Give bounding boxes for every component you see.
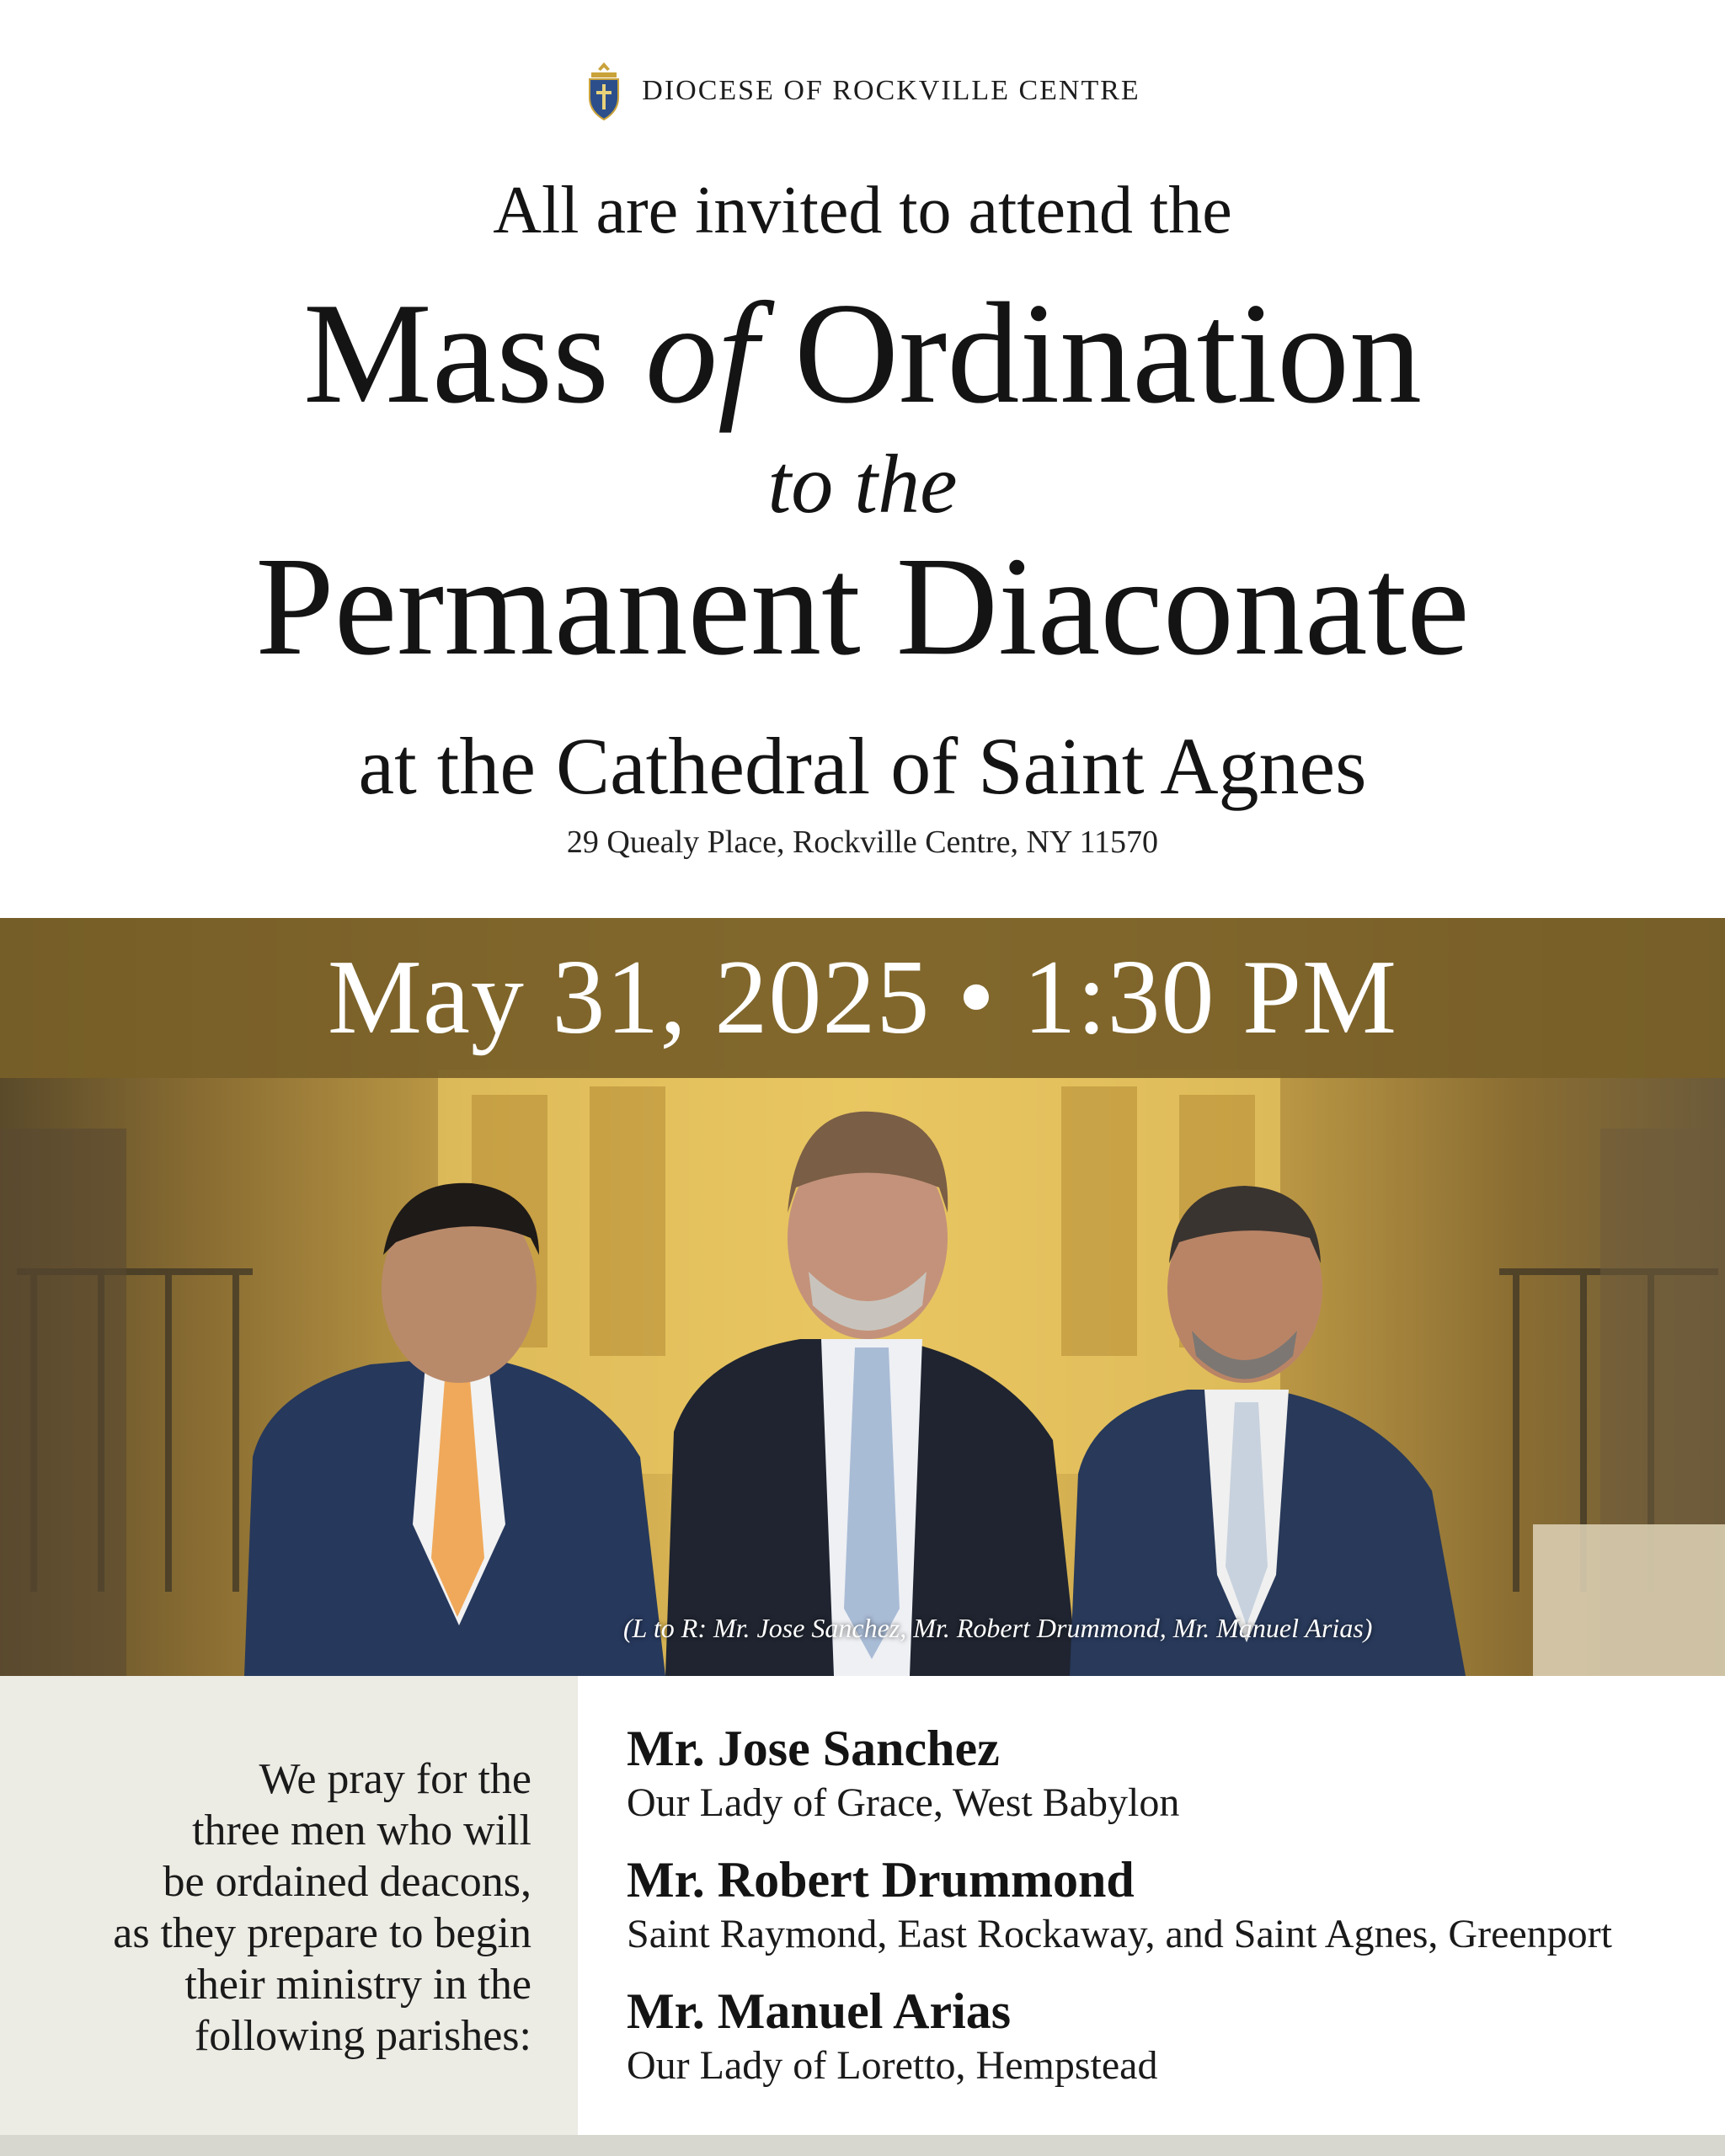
- address: 29 Quealy Place, Rockville Centre, NY 11570: [566, 825, 1159, 860]
- deacon-name: Mr. Robert Drummond: [627, 1852, 1135, 1908]
- venue: at the Cathedral of Saint Agnes: [358, 721, 1367, 811]
- title-word-ordination: Ordination: [793, 274, 1423, 434]
- title-main: [0, 274, 1725, 434]
- date-band: [0, 918, 1725, 1078]
- deacon-name: Mr. Manuel Arias: [627, 1983, 1012, 2039]
- title-word-mass: Mass: [302, 274, 610, 434]
- prayer-line: We pray for the: [259, 1755, 531, 1803]
- deacon-entry: [627, 1849, 1713, 1959]
- prayer-line: be ordained deacons,: [163, 1858, 531, 1906]
- invite-line: All are invited to attend the: [493, 173, 1232, 248]
- title-sub: to the: [767, 437, 958, 531]
- prayer-line: following parishes:: [194, 2012, 531, 2060]
- deacon-entry: [627, 1718, 1713, 1828]
- prayer-panel: [0, 1676, 578, 2135]
- deacons-section: [0, 1676, 1725, 2156]
- invitation-header: [0, 0, 1725, 918]
- deacon-list: [627, 1718, 1713, 2112]
- deacons-photo: [0, 918, 1725, 1676]
- deacon-parish: Our Lady of Loretto, Hempstead: [627, 2043, 1158, 2088]
- diocese-name: DIOCESE OF ROCKVILLE CENTRE: [642, 75, 1140, 106]
- title-end: Permanent Diaconate: [255, 528, 1470, 685]
- footer-strip: [0, 2135, 1725, 2156]
- event-datetime: May 31, 2025 • 1:30 PM: [327, 939, 1398, 1056]
- prayer-line: three men who will: [192, 1806, 531, 1854]
- deacon-parish: Our Lady of Grace, West Babylon: [627, 1780, 1180, 1825]
- prayer-line: their ministry in the: [184, 1961, 531, 2009]
- prayer-line: as they prepare to begin: [113, 1909, 531, 1957]
- photo-caption: (L to R: Mr. Jose Sanchez, Mr. Robert Drummond, Mr. Manuel Arias): [623, 1613, 1373, 1643]
- diocese-crest-icon: [585, 61, 623, 121]
- prayer-text: [26, 1753, 531, 2062]
- deacon-entry: [627, 1981, 1713, 2090]
- deacon-name: Mr. Jose Sanchez: [627, 1721, 1000, 1776]
- title-word-of: of: [645, 274, 758, 434]
- deacon-parish: Saint Raymond, East Rockaway, and Saint Agnes, Greenport: [627, 1912, 1612, 1956]
- diocese-brand: [0, 61, 1725, 121]
